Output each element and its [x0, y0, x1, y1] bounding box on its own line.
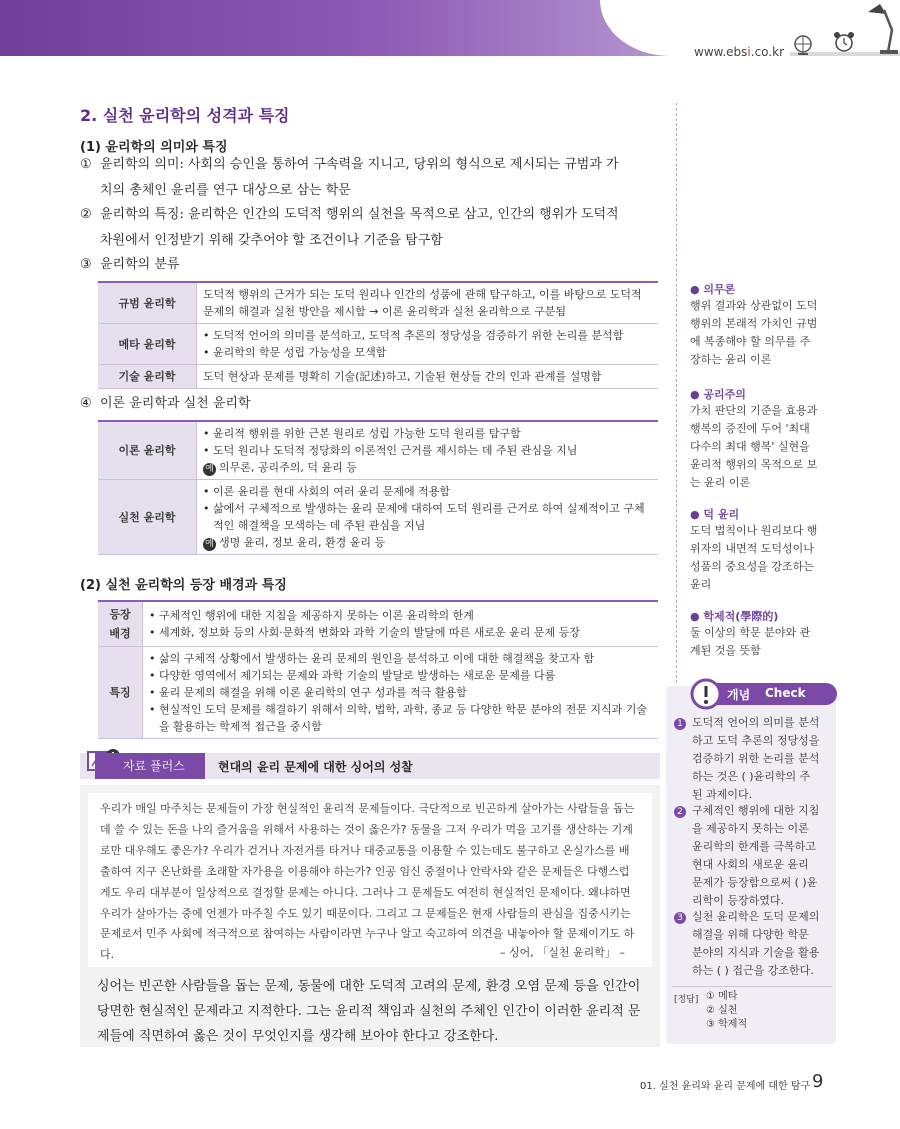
item-4 — [80, 391, 251, 417]
glossary-term: ● 의무론 — [690, 283, 736, 296]
resource-explanation: 싱어는 빈곤한 사람들을 돕는 문제, 동물에 대한 도덕적 고려의 문제, 환경 오염 문제 등을 인간이 당면한 현실적인 문제라고 지적한다. 그는 윤리적 책임과 실천의 주체인 인간이 이러한 윤리적 문제들에 직면하여 옳은 것이 무엇인지를 생각해 보아야 한다고 강조한다. — [97, 979, 641, 1044]
resource-title: 현대의 윤리 문제에 대한 싱어의 성찰 — [218, 760, 413, 774]
answer-item: ② 실천 — [706, 1005, 738, 1016]
table-cell — [197, 365, 659, 389]
ethics-classification-table — [98, 281, 658, 389]
answer-list — [706, 990, 747, 1032]
subsection-1-title: (1) 윤리학의 의미와 특징 — [80, 140, 228, 155]
item-3-number: ③ — [80, 257, 92, 272]
table-cell — [143, 601, 659, 647]
item-2 — [80, 202, 665, 254]
cell-line: 도덕 현상과 문제를 명확히 기술(記述)하고, 기술된 현상들 간의 인과 관계를 설명함 — [203, 370, 602, 383]
theory-practice-table — [98, 420, 658, 555]
check-question: 실천 윤리학은 도덕 문제의 해결을 위해 다양한 학문 분야의 지식과 기술을 활용하는 ( ) 접근을 강조한다. — [692, 910, 820, 977]
table-cell — [197, 324, 659, 365]
table-row — [98, 421, 658, 480]
glossary-item — [690, 386, 820, 492]
table-cell — [197, 421, 659, 480]
answer-label: [정답] — [674, 995, 699, 1005]
answer-item: ① 메타 — [706, 991, 738, 1002]
glossary-definition: 도덕 법칙이나 원리보다 행위자의 내면적 도덕성이나 성품의 중요성을 강조하는 윤리 — [690, 524, 818, 591]
glossary-item — [690, 506, 820, 594]
table-key: 메타 윤리학 — [98, 324, 197, 365]
table-row — [98, 324, 658, 365]
table-key: 기술 윤리학 — [98, 365, 197, 389]
resource-source: – 싱어, 「실천 윤리학」 – — [500, 946, 625, 959]
table-cell — [197, 282, 659, 324]
header-band — [0, 0, 690, 56]
cell-line: 문제의 해결과 실천 방안을 제시함 → 이론 윤리학과 실천 윤리학으로 구분됨 — [203, 305, 566, 318]
item-1-line-2: 치의 총체인 윤리를 연구 대상으로 삼는 학문 — [100, 183, 351, 198]
cell-line: • 도덕적 언어의 의미를 분석하고, 도덕적 추론의 정당성을 검증하기 위한 논리를 분석함 — [203, 329, 624, 342]
page-number: 9 — [812, 1071, 824, 1092]
resource-tag: 자료 플러스 — [95, 753, 205, 779]
cell-line: • 도덕 원리나 도덕적 정당화의 이론적인 근거를 제시하는 데 주된 관심을 지님 — [203, 444, 578, 457]
table-row — [98, 282, 658, 324]
cell-line: • 현실적인 도덕 문제를 해결하기 위해서 의학, 법학, 과학, 종교 등 다양한 학문 분야의 전문 지식과 기술을 활용하는 학제적 접근을 중시함 — [149, 703, 647, 733]
sidebar-divider — [676, 103, 677, 683]
resource-quote: 우리가 매일 마주치는 문제들이 가장 현실적인 윤리적 문제들이다. 극단적으로 빈곤하게 살아가는 사람들을 돕는 데 쓸 수 있는 돈을 나의 즐거움을 위해서 사용하는 것이 옳은가? 동물을 그저 우리가 먹을 고기를 생산하는 기계로만 대우해도 좋은가? 우리가 걷거나 자전거를 타거나 대중교통을 이용할 수 있는데도 불구하고 온실가스를 배출하여 지구 온난화를 초래할 자가용을 이용해야 하는가? 인공 임신 중절이나 안락사와 같은 문제들은 다행스럽게도 우리 대부분이 일상적으로 결정할 문제는 아니다. 그러나 그 문제들도 여전히 현실적인 문제이다. 왜냐하면 우리가 살아가는 중에 언젠가 마주칠 수도 있기 때문이다. 그리고 그 문제들은 현재 사람들의 관심을 집중시키는 문제로서 민주 사회에 적극적으로 참여하는 사람이라면 누구나 알고 숙고하여 의견을 내놓아야 할 문제이기도 하다. — [100, 802, 635, 962]
item-1-number: ① — [80, 157, 92, 172]
item-3-text: 윤리학의 분류 — [100, 257, 180, 272]
alarm-clock-icon — [832, 30, 856, 54]
question-number: 3 — [674, 912, 686, 924]
check-question: 구체적인 행위에 대한 지침을 제공하지 못하는 이론 윤리학의 한계를 극복하고 현대 사회의 새로운 윤리 문제가 등장함으로써 ( )윤리학이 등장하였다. — [692, 804, 820, 907]
answer-divider — [672, 986, 832, 987]
example-text: 의무론, 공리주의, 덕 윤리 등 — [219, 461, 357, 474]
section-title: 2. 실천 윤리학의 성격과 특징 — [80, 106, 290, 125]
cell-line: • 윤리 문제의 해결을 위해 이론 윤리학의 연구 성과를 적극 활용함 — [149, 686, 467, 699]
check-label-pre: 개념 — [727, 688, 751, 702]
cell-line: • 윤리적 행위를 위한 근본 원리로 성립 가능한 도덕 원리를 탐구함 — [203, 427, 521, 440]
exclamation-icon — [690, 678, 722, 710]
key-line: 등장 — [109, 608, 131, 621]
cell-line: • 삶에서 구체적으로 발생하는 윤리 문제에 대하여 도덕 원리를 근거로 하여 실제적이고 구체적인 해결책을 모색하는 데 주된 관심을 지님 — [203, 502, 645, 532]
check-question: 도덕적 언어의 의미를 분석하고 도덕 추론의 정당성을 검증하기 위한 논리를 분석하는 것은 ( )윤리학의 주된 과제이다. — [692, 716, 820, 801]
item-1 — [80, 152, 665, 204]
globe-icon — [790, 34, 816, 56]
item-1-line-1: 윤리학의 의미: 사회의 승인을 통하여 구속력을 지니고, 당위의 형식으로 제시되는 규범과 가 — [100, 157, 619, 172]
item-2-line-1: 윤리학의 특징: 윤리학은 인간의 도덕적 행위의 실천을 목적으로 삼고, 인간의 행위가 도덕적 — [100, 207, 619, 222]
subsection-2-title: (2) 실천 윤리학의 등장 배경과 특징 — [80, 578, 287, 593]
glossary-item — [690, 608, 820, 660]
glossary-definition: 행위 결과와 상관없이 도덕 행위의 본래적 가치인 규범에 복종해야 할 의무를 주장하는 윤리 이론 — [690, 299, 818, 366]
table-row — [98, 647, 658, 739]
table-key — [98, 601, 143, 647]
cell-line: • 윤리학의 학문 성립 가능성을 모색함 — [203, 346, 387, 359]
item-2-line-2: 차원에서 인정받기 위해 갖추어야 할 조건이나 기준을 탐구함 — [100, 233, 443, 248]
table-row — [98, 480, 658, 555]
example-mark: 예 — [203, 463, 216, 476]
cell-line: • 다양한 영역에서 제기되는 문제와 과학 기술의 발달로 발생하는 새로운 문제를 다룸 — [149, 669, 556, 682]
answer-item: ③ 학제적 — [706, 1019, 748, 1030]
cell-line: • 구체적인 행위에 대한 지침을 제공하지 못하는 이론 윤리학의 한계 — [149, 609, 474, 622]
glossary-term: ● 덕 윤리 — [690, 508, 740, 521]
background-features-table — [98, 600, 658, 739]
item-4-number: ④ — [80, 396, 92, 411]
table-key: 이론 윤리학 — [98, 421, 197, 480]
url-prefix: www.ebs — [694, 45, 748, 59]
website-url — [694, 45, 784, 59]
glossary-definition: 가치 판단의 기준을 효용과 행복의 증진에 두어 '최대 다수의 최대 행복' 실현을 윤리적 행위의 목적으로 보는 윤리 이론 — [690, 404, 818, 489]
table-row — [98, 601, 658, 647]
table-key: 규범 윤리학 — [98, 282, 197, 324]
table-cell — [197, 480, 659, 555]
check-label: Check — [765, 686, 806, 700]
question-number: 1 — [674, 718, 686, 730]
glossary-term: ● 학제적(學際的) — [690, 610, 779, 623]
item-3 — [80, 252, 179, 278]
cell-line: • 이론 윤리를 현대 사회의 여러 윤리 문제에 적용함 — [203, 485, 450, 498]
glossary-item — [690, 281, 820, 369]
key-line: 배경 — [109, 627, 131, 640]
table-key: 특징 — [98, 647, 143, 739]
table-row — [98, 365, 658, 389]
url-suffix: .co.kr — [750, 45, 785, 59]
cell-line: • 세계화, 정보화 등의 사회·문화적 변화와 과학 기술의 발달에 따른 새로운 윤리 문제 등장 — [149, 626, 580, 639]
item-4-text: 이론 윤리학과 실천 윤리학 — [100, 396, 251, 411]
glossary-term: ● 공리주의 — [690, 388, 746, 401]
answer-label-text: 정답 — [677, 995, 695, 1005]
cell-line: • 삶의 구체적 상황에서 발생하는 윤리 문제의 원인을 분석하고 이에 대한 해결책을 찾고자 함 — [149, 652, 595, 665]
cell-line: 도덕적 행위의 근거가 되는 도덕 원리나 인간의 성품에 관해 탐구하고, 이를 바탕으로 도덕적 — [203, 288, 642, 301]
desk-lamp-icon — [858, 0, 900, 54]
question-number: 2 — [674, 806, 686, 818]
item-2-number: ② — [80, 207, 92, 222]
example-text: 생명 윤리, 정보 윤리, 환경 윤리 등 — [219, 536, 386, 549]
url-i: i — [747, 45, 751, 59]
table-key: 실천 윤리학 — [98, 480, 197, 555]
glossary-definition: 둘 이상의 학문 분야와 관계된 것을 뜻함 — [690, 626, 811, 657]
footer-chapter: 01. 실천 윤리와 윤리 문제에 대한 탐구 — [640, 1081, 811, 1092]
example-mark: 예 — [203, 538, 216, 551]
table-cell — [143, 647, 659, 739]
